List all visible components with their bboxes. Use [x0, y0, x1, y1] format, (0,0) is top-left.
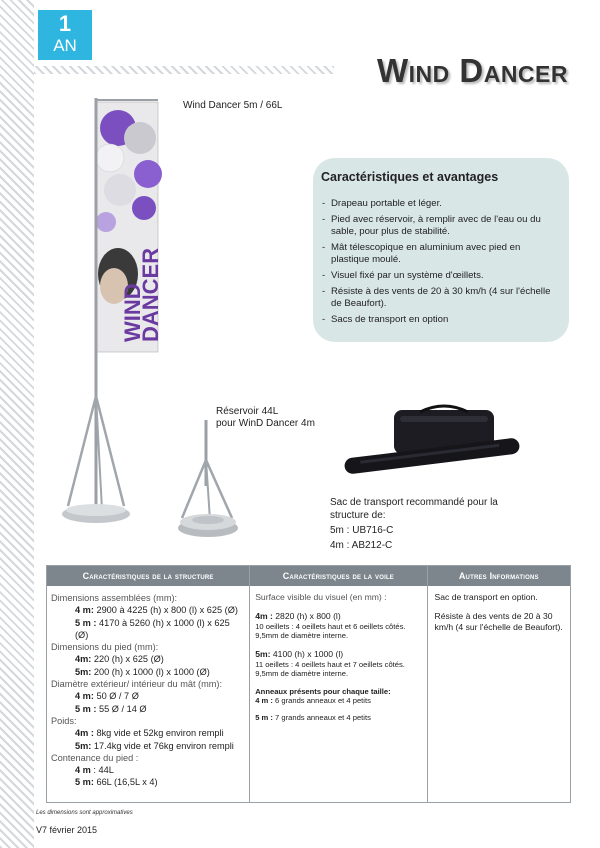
spec-heading: Surface visible du visuel (en mm) : [255, 592, 387, 602]
spec-detail: 11 oeillets : 4 oeillets haut et 7 oeillets côtés. 9,5mm de diamètre interne. [255, 659, 405, 679]
bag-caption-text: Sac de transport recommandé pour la structure de: [330, 497, 498, 521]
warranty-badge [38, 10, 92, 60]
specifications-table [46, 565, 571, 803]
spec-detail: 10 oeillets : 4 oeillets haut et 6 oeillets côtés. 9,5mm de diamètre interne. [255, 622, 406, 641]
features-list [321, 198, 561, 326]
table-header-autres: Autres Informations [458, 571, 539, 581]
spec-heading: Dimensions du pied (mm): [51, 642, 159, 653]
spec-line: 5 m : 4170 à 5260 (h) x 1000 (l) x 625 (Ø) [75, 617, 230, 640]
reservoir-image [176, 420, 242, 542]
table-header-row [47, 566, 570, 586]
feature-item: - Mât télescopique en aluminium avec pied en plastique moulé. [321, 242, 561, 266]
table-header-structure: Caractéristiques de la structure [47, 566, 250, 586]
spec-line: 4 m: 2900 à 4225 (h) x 800 (l) x 625 (Ø) [75, 605, 238, 616]
spec-heading: Poids: [51, 715, 77, 726]
spec-line: 5 m : 55 Ø / 14 Ø [75, 703, 147, 714]
badge-number: 1 [58, 11, 72, 36]
features-title: Caractéristiques et avantages [321, 170, 499, 184]
voile-column [250, 586, 427, 802]
spec-line: 5m: 200 (h) x 1000 (l) x 1000 (Ø) [75, 666, 210, 677]
features-panel [313, 158, 569, 342]
spec-line: 4 m : 6 grands anneaux et 4 petits [255, 696, 371, 706]
reservoir-caption-line1: Réservoir 44L [216, 406, 279, 417]
dimensions-note: Les dimensions sont approximatives [36, 810, 133, 816]
autres-column [428, 586, 570, 802]
spec-line: 5m: 4100 (h) x 1000 (l) [255, 648, 344, 659]
page-title: Wind Dancer [376, 52, 568, 89]
feature-item: - Résiste à des vents de 20 à 30 km/h (4 sur l'échelle de Beaufort). [321, 286, 561, 310]
spec-heading: Anneaux présents pour chaque taille: [255, 686, 391, 696]
reservoir-caption-line2: pour WinD Dancer 4m [216, 418, 315, 429]
spec-heading: Diamètre extérieur/ intérieur du mât (mm): [51, 679, 223, 690]
spec-heading: Contenance du pied : [51, 752, 139, 763]
bag-caption [330, 496, 530, 554]
badge-unit: AN [53, 36, 77, 55]
spec-line: 5 m : 7 grands anneaux et 4 petits [255, 713, 371, 723]
spec-heading: Dimensions assemblées (mm): [51, 593, 178, 603]
feature-item: - Drapeau portable et léger. [321, 198, 561, 210]
spec-line: 4 m: 50 Ø / 7 Ø [75, 691, 139, 702]
flag-caption: Wind Dancer 5m / 66L [183, 100, 283, 111]
feature-item: - Pied avec réservoir, à remplir avec de l'eau ou du sable, pour plus de stabilité. [321, 214, 561, 238]
feature-item: - Visuel fixé par un système d'œillets. [321, 270, 561, 282]
spec-line: 4m : 8kg vide et 52kg environ rempli [75, 728, 224, 739]
bag-caption-4m: 4m : AB212-C [330, 540, 393, 551]
flag-text-dancer: DANCER [138, 247, 163, 342]
table-body-row [47, 586, 570, 802]
decorative-stripe-top [34, 66, 334, 74]
decorative-stripe-left [0, 0, 34, 848]
version-date: V7 février 2015 [36, 825, 98, 835]
wind-dancer-flag-image [62, 96, 184, 536]
info-line: Résiste à des vents de 20 à 30 km/h (4 sur l'échelle de Beaufort). [434, 611, 563, 632]
table-header-voile: Caractéristiques de la voile [250, 566, 427, 586]
spec-line: 4m: 220 (h) x 625 (Ø) [75, 654, 164, 665]
spec-line: 4m : 2820 (h) x 800 (l) [255, 611, 341, 621]
spec-line: 4 m : 44L [75, 765, 114, 776]
reservoir-caption [216, 406, 315, 430]
flag-text-wind: WIND [120, 283, 145, 342]
spec-line: 5m: 17.4kg vide et 76kg environ rempli [75, 740, 234, 751]
transport-bag-image [340, 404, 524, 478]
info-line: Sac de transport en option. [434, 592, 538, 602]
structure-column [47, 586, 250, 802]
spec-line: 5 m: 66L (16,5L x 4) [75, 777, 158, 788]
bag-caption-5m: 5m : UB716-C [330, 525, 394, 536]
feature-item: - Sacs de transport en option [321, 314, 561, 326]
